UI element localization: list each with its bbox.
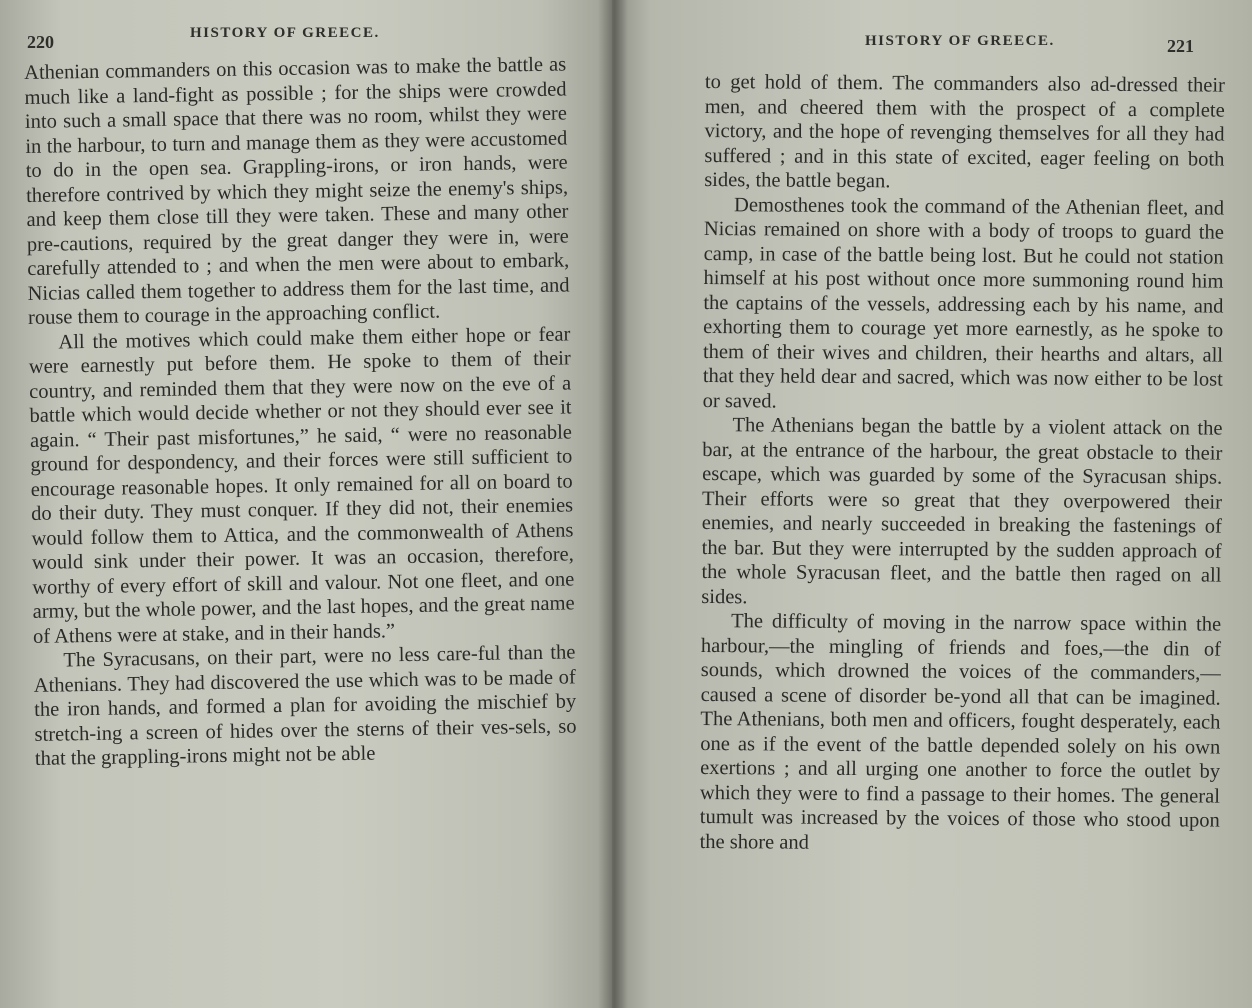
paragraph: The Athenians began the battle by a violent attack on the bar, at the entrance of the harbour, the great obstacle to their escape, which was guarded by some of the Syracusan ships. Their efforts were so great that they overpowered their enemies, and nearly succeeded in breaking the fastenings of the bar. But they were interrupted by the sudden approach of the whole Syracusan fleet, and the battle then raged on all sides. <box>701 414 1223 608</box>
paragraph: The difficulty of moving in the narrow space within the harbour,—the mingling of friends and foes,—the din of sounds, which drowned the voices of the commanders,—caused a scene of disorder be-yond all that can be imagined. The Athenians, both men and officers, fought desperately, each one as if the event of the battle depended solely on his own exertions ; and all urging one another to force the outlet by which they were to find a passage to their homes. The general tumult was increased by the voices of those who stood upon the shore and <box>699 610 1222 854</box>
right-page-body <box>700 70 1225 858</box>
paragraph: to get hold of them. The commanders also ad-dressed their men, and cheered them with the prospect of a complete victory, and the hope of revenging themselves for all they had suffered ; and in this state of excited, eager feeling on both sides, the battle began. <box>704 70 1225 193</box>
running-head-left: HISTORY OF GREECE. <box>190 25 380 41</box>
left-page-body <box>24 52 577 771</box>
left-page <box>0 0 612 1008</box>
paragraph: Demosthenes took the command of the Athenian fleet, and Nicias remained on shore with a body of troops to guard the camp, in case of the battle being lost. But he could not station himself at his post without once more summoning round him the captains of the vessels, addressing each by his name, and exhorting them to courage yet more earnestly, as he spoke to them of their wives and children, their hearths and altars, all that they held dear and sacred, which was now either to be lost or saved. <box>702 193 1225 413</box>
paragraph: All the motives which could make them either hope or fear were earnestly put before them. He spoke to them of their country, and reminded them that they were now on the eve of a battle which would decide whether or not they should ever see it again. “ Their past misfortunes,” he said, “ were no reasonable ground for despondency, and their forces were still sufficient to encourage reasonable hopes. It only remained for all on board to do their duty. They must conquer. If they did not, their enemies would follow them to Attica, and the commonwealth of Athens would sink under their power. It was an occasion, therefore, worthy of every effort of skill and valour. Not one fleet, and one army, but the whole power, and the last hopes, and the great name of Athens were at stake, and in their hands.” <box>28 322 575 648</box>
paragraph: Athenian commanders on this occasion was to make the battle as much like a land-fight as possible ; for the ships were crowded into such a small space that there was no room, whilst they were in the harbour, to turn and manage them as they were accustomed to do in the open sea. Grappling-irons, or iron hands, were therefore contrived by which they might seize the enemy's ships, and keep them close till they were taken. These and many other pre-cautions, required by the great danger they were in, were carefully attended to ; and when the men were about to embark, Nicias called them together to address them for the last time, and rouse them to courage in the approaching conflict. <box>24 53 570 329</box>
running-head-right: HISTORY OF GREECE. <box>865 33 1055 49</box>
page-number-left: 220 <box>27 32 54 52</box>
page-number-right: 221 <box>1167 36 1194 56</box>
paragraph: The Syracusans, on their part, were no less care-ful than the Athenians. They had discovered the use which was to be made of the iron hands, and formed a plan for avoiding the mischief by stretch-ing a screen of hides over the sterns of their ves-sels, so that the grappling-irons might not be able <box>33 641 577 770</box>
